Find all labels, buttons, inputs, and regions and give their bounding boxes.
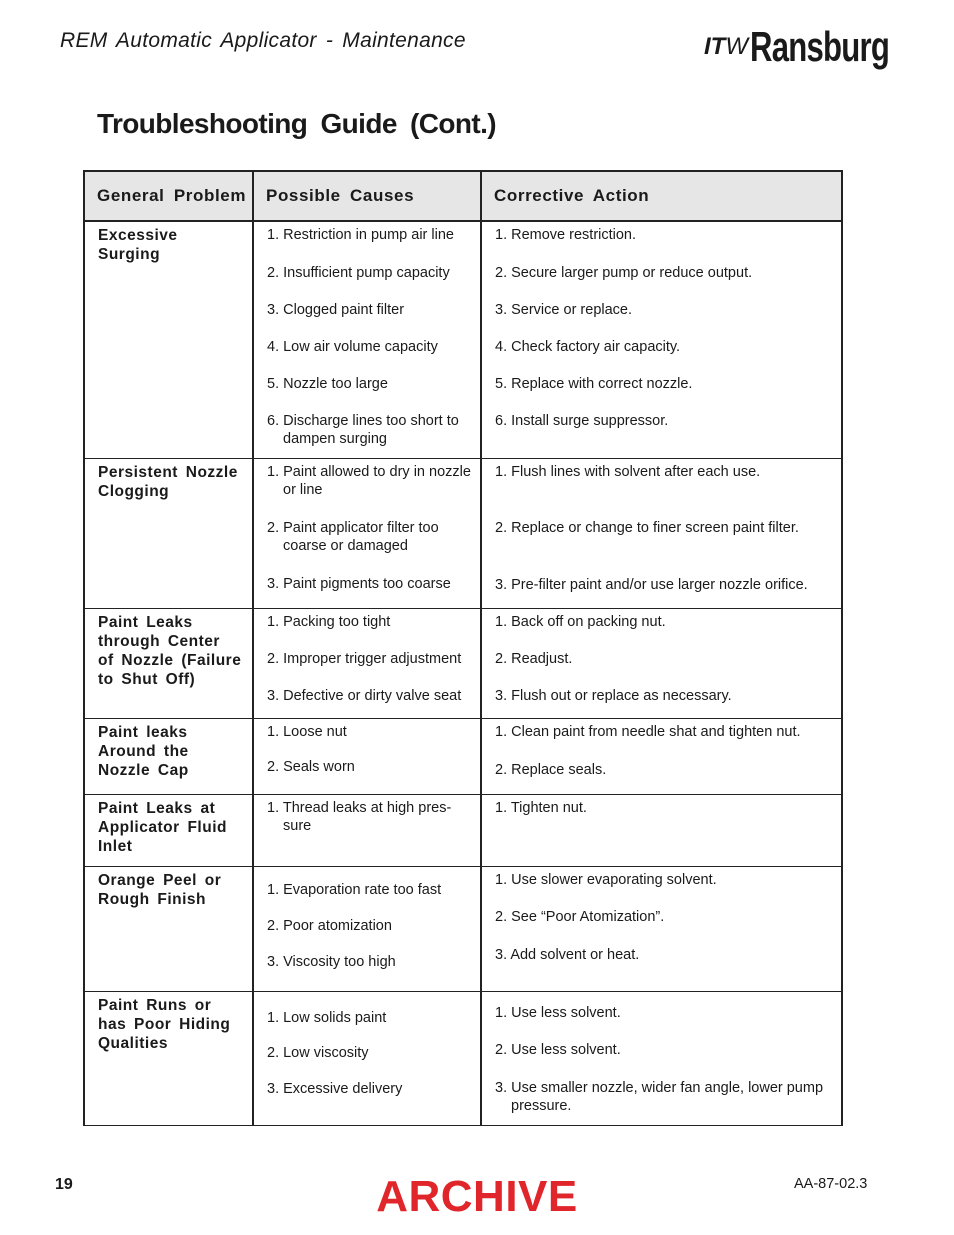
cause-item: 3. Paint pigments too coarse — [267, 575, 451, 592]
possible-causes-cell — [253, 458, 481, 608]
column-header-general-problem: General Problem — [84, 171, 253, 221]
action-item: 1. Use slower evaporating solvent. — [495, 871, 717, 888]
logo-itw-mark: ITW — [704, 33, 748, 60]
actions-list — [495, 463, 835, 594]
action-item: 2. See “Poor Atomization”. — [495, 908, 665, 925]
action-item: 2. Secure larger pump or reduce output. — [495, 265, 753, 281]
cause-item: 2. Insufficient pump capacity — [267, 265, 450, 281]
page-title: Troubleshooting Guide (Cont.) — [97, 108, 496, 139]
action-item: 2. Readjust. — [495, 650, 573, 667]
action-item: 1. Clean paint from needle shat and tighten nut. — [495, 723, 801, 740]
cause-item: 1. Low solids paint — [267, 1009, 387, 1026]
causes-list — [267, 226, 474, 448]
actions-list — [495, 871, 835, 964]
possible-causes-cell — [253, 794, 481, 866]
action-item: 3. Pre-filter paint and/or use larger nozzle orifice. — [495, 576, 808, 593]
action-item: 2. Use less solvent. — [495, 1041, 621, 1058]
action-item: 1. Back off on packing nut. — [495, 613, 666, 630]
general-problem-cell: Orange Peel or Rough Finish — [84, 866, 253, 991]
action-item: 2. Replace seals. — [495, 761, 607, 778]
causes-list — [267, 799, 474, 835]
action-item: 2. Replace or change to finer screen paint filter. — [495, 519, 799, 536]
column-header-possible-causes: Possible Causes — [253, 171, 481, 221]
cause-item: 4. Low air volume capacity — [267, 339, 438, 355]
table-row — [84, 718, 842, 794]
action-item: 4. Check factory air capacity. — [495, 339, 681, 355]
table-row — [84, 221, 842, 458]
possible-causes-cell — [253, 866, 481, 991]
cause-item: 2. Low viscosity — [267, 1044, 369, 1061]
action-item: 1. Use less solvent. — [495, 1004, 621, 1021]
causes-list — [267, 1009, 474, 1098]
action-item: 5. Replace with correct nozzle. — [495, 376, 693, 392]
troubleshooting-table — [83, 170, 843, 1126]
actions-list — [495, 799, 835, 817]
table-row — [84, 458, 842, 608]
possible-causes-cell — [253, 991, 481, 1125]
itw-ransburg-logo — [704, 18, 938, 70]
cause-item: 1. Restriction in pump air line — [267, 227, 454, 243]
cause-item: 2. Paint applicator filter too coarse or damaged — [267, 519, 439, 554]
cause-item: 3. Clogged paint filter — [267, 302, 405, 318]
cause-item: 5. Nozzle too large — [267, 376, 388, 392]
cause-item: 3. Defective or dirty valve seat — [267, 687, 462, 704]
table-row — [84, 794, 842, 866]
corrective-action-cell — [481, 794, 842, 866]
possible-causes-cell — [253, 221, 481, 458]
action-item: 1. Tighten nut. — [495, 799, 587, 816]
column-header-corrective-action: Corrective Action — [481, 171, 842, 221]
cause-item: 6. Discharge lines too short to dampen surging — [267, 413, 459, 447]
action-item: 1. Remove restriction. — [495, 227, 637, 243]
causes-list — [267, 463, 474, 593]
corrective-action-cell — [481, 991, 842, 1125]
action-item: 6. Install surge suppressor. — [495, 413, 669, 429]
action-item: 1. Flush lines with solvent after each use. — [495, 463, 761, 480]
actions-list — [495, 1004, 835, 1115]
corrective-action-cell — [481, 608, 842, 718]
page-number: 19 — [55, 1176, 73, 1193]
cause-item: 1. Thread leaks at high pres- sure — [267, 799, 452, 834]
actions-list — [495, 226, 835, 430]
possible-causes-cell — [253, 608, 481, 718]
document-header-title: REM Automatic Applicator - Maintenance — [60, 29, 466, 52]
cause-item: 1. Paint allowed to dry in nozzle or line — [267, 463, 471, 498]
table-row — [84, 866, 842, 991]
general-problem-cell: Paint Leaks at Applicator Fluid Inlet — [84, 794, 253, 866]
logo-ransburg-wordmark: Ransburg — [749, 23, 890, 70]
cause-item: 2. Improper trigger adjustment — [267, 650, 462, 667]
cause-item: 2. Poor atomization — [267, 917, 392, 934]
action-item: 3. Flush out or replace as necessary. — [495, 687, 732, 704]
general-problem-cell: Excessive Surging — [84, 221, 253, 458]
cause-item: 1. Loose nut — [267, 723, 347, 740]
action-item: 3. Service or replace. — [495, 302, 633, 318]
table-row — [84, 608, 842, 718]
general-problem-cell: Paint Leaks through Center of Nozzle (Failure to Shut Off) — [84, 608, 253, 718]
general-problem-cell: Paint Runs or has Poor Hiding Qualities — [84, 991, 253, 1125]
causes-list — [267, 723, 474, 776]
table-row — [84, 991, 842, 1125]
corrective-action-cell — [481, 458, 842, 608]
general-problem-cell: Paint leaks Around the Nozzle Cap — [84, 718, 253, 794]
cause-item: 3. Viscosity too high — [267, 953, 396, 970]
cause-item: 1. Evaporation rate too fast — [267, 881, 442, 898]
general-problem-cell: Persistent Nozzle Clogging — [84, 458, 253, 608]
actions-list — [495, 723, 835, 779]
possible-causes-cell — [253, 718, 481, 794]
actions-list — [495, 613, 835, 705]
table-header-row — [84, 171, 842, 221]
corrective-action-cell — [481, 718, 842, 794]
document-number: AA-87-02.3 — [794, 1176, 868, 1192]
corrective-action-cell — [481, 221, 842, 458]
cause-item: 3. Excessive delivery — [267, 1080, 403, 1097]
action-item: 3. Add solvent or heat. — [495, 946, 640, 963]
causes-list — [267, 881, 474, 971]
causes-list — [267, 613, 474, 705]
cause-item: 2. Seals worn — [267, 758, 355, 775]
corrective-action-cell — [481, 866, 842, 991]
archive-stamp: ARCHIVE — [376, 1172, 578, 1221]
cause-item: 1. Packing too tight — [267, 613, 391, 630]
action-item: 3. Use smaller nozzle, wider fan angle, lower pump pressure. — [495, 1079, 824, 1114]
